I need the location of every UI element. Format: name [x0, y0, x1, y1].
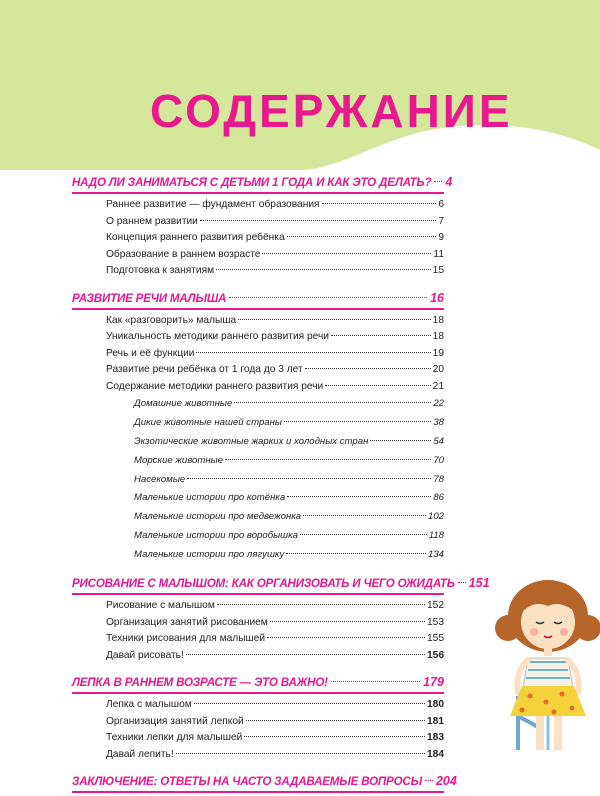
section-title: РИСОВАНИЕ С МАЛЫШОМ: КАК ОРГАНИЗОВАТЬ И ЧЕГО ОЖИДАТЬ — [72, 577, 455, 591]
item-title: Домашние животные — [134, 398, 233, 409]
item-page: 7 — [438, 215, 444, 227]
toc-item[interactable] — [72, 379, 444, 396]
girl-illustration — [478, 578, 600, 750]
item-page: 183 — [427, 732, 444, 744]
dot-leader — [194, 703, 425, 704]
dot-leader — [176, 753, 425, 754]
item-title: Развитие речи ребёнка от 1 года до 3 лет — [106, 364, 303, 375]
dot-leader — [217, 604, 425, 605]
toc-item[interactable] — [72, 313, 444, 330]
section-title: НАДО ЛИ ЗАНИМАТЬСЯ С ДЕТЬМИ 1 ГОДА И КАК ЭТО ДЕЛАТЬ? — [72, 176, 432, 189]
item-page: 18 — [432, 331, 444, 342]
dot-leader — [425, 780, 433, 781]
item-page: 20 — [432, 364, 444, 375]
dot-leader — [270, 621, 425, 622]
toc-section[interactable] — [72, 172, 453, 192]
item-title: Лепка с малышом — [106, 699, 192, 711]
dot-leader — [458, 582, 466, 583]
section-title: ЛЕПКА В РАННЕМ ВОЗРАСТЕ — ЭТО ВАЖНО! — [72, 676, 328, 690]
dot-leader — [238, 319, 430, 320]
dot-leader — [300, 534, 427, 535]
item-page: 180 — [427, 699, 444, 711]
dot-leader — [186, 654, 425, 655]
toc-subitem[interactable] — [72, 414, 444, 433]
item-title: Техники рисования для малышей — [106, 633, 266, 645]
item-title: Речь и её функции — [106, 347, 195, 359]
toc-item[interactable] — [72, 615, 444, 632]
section-page: 16 — [430, 290, 444, 305]
item-title: Маленькие истории про котёнка — [134, 492, 286, 504]
item-page: 134 — [427, 549, 444, 561]
dot-leader — [287, 236, 437, 237]
section-page: 204 — [435, 774, 457, 789]
toc-subitem[interactable] — [72, 433, 444, 452]
toc-item[interactable] — [72, 230, 444, 247]
toc-item[interactable] — [72, 263, 444, 280]
toc-subitem[interactable] — [72, 489, 444, 508]
toc-section[interactable] — [72, 288, 444, 308]
toc-subitem[interactable] — [72, 546, 444, 565]
dot-leader — [246, 720, 425, 721]
dot-leader — [331, 681, 420, 682]
item-page: 118 — [428, 530, 444, 542]
page-title: СОДЕРЖАНИЕ — [150, 85, 513, 137]
dot-leader — [286, 553, 426, 554]
item-title: Содержание методики раннего развития речи — [106, 380, 324, 392]
dot-leader — [200, 220, 436, 221]
dot-leader — [196, 352, 430, 353]
item-page: 15 — [432, 265, 444, 276]
item-title: Рисование с малышом — [106, 600, 215, 612]
item-title: Дикие животные нашей страны — [134, 416, 282, 428]
item-title: Давай лепить! — [106, 748, 174, 760]
item-title: Образование в раннем возрасте — [106, 248, 261, 260]
toc-subitem[interactable] — [72, 527, 444, 546]
item-page: 22 — [433, 398, 444, 409]
item-title: О раннем развитии — [106, 215, 198, 227]
dot-leader — [434, 181, 442, 182]
toc-item[interactable] — [72, 197, 444, 214]
item-page: 19 — [432, 347, 444, 359]
item-page: 54 — [433, 435, 444, 447]
toc-item[interactable] — [72, 631, 444, 648]
dot-leader — [325, 385, 430, 386]
dot-leader — [287, 496, 431, 497]
toc-section[interactable] — [72, 573, 490, 593]
dot-leader — [305, 368, 431, 369]
toc-item[interactable] — [72, 329, 444, 346]
item-page: 156 — [427, 649, 444, 661]
dot-leader — [229, 297, 427, 298]
toc-item[interactable] — [72, 346, 444, 363]
item-title: Маленькие истории про медвежонка — [134, 511, 302, 523]
item-page: 9 — [438, 232, 444, 243]
item-page: 6 — [438, 199, 444, 210]
section-page: 151 — [468, 576, 490, 591]
dot-leader — [244, 736, 425, 737]
item-page: 78 — [433, 473, 444, 485]
item-page: 184 — [427, 748, 444, 760]
item-page: 155 — [427, 633, 444, 645]
item-page: 102 — [427, 511, 444, 523]
item-page: 181 — [427, 715, 444, 727]
section-title: РАЗВИТИЕ РЕЧИ МАЛЫША — [72, 291, 227, 305]
dot-leader — [187, 478, 431, 479]
toc-item[interactable] — [72, 714, 444, 731]
toc-subitem[interactable] — [72, 395, 444, 414]
item-title: Экзотические животные жарких и холодных стран — [134, 435, 369, 447]
dot-leader — [284, 421, 431, 422]
toc-item[interactable] — [72, 730, 444, 747]
dot-leader — [234, 402, 431, 403]
item-page: 38 — [433, 416, 444, 428]
toc-section[interactable] — [72, 672, 444, 692]
item-page: 153 — [427, 616, 444, 628]
item-title: Как «разговорить» малыша — [106, 314, 237, 326]
toc-subitem[interactable] — [72, 452, 444, 471]
item-page: 21 — [432, 380, 444, 392]
item-page: 152 — [427, 600, 444, 612]
item-title: Техники лепки для малышей — [106, 732, 243, 744]
toc-section[interactable] — [72, 771, 457, 791]
dot-leader — [322, 203, 437, 204]
item-title: Уникальность методики раннего развития речи — [106, 331, 329, 342]
toc-item[interactable] — [72, 697, 444, 714]
item-title: Морские животные — [134, 454, 224, 466]
section-title: ЗАКЛЮЧЕНИЕ: ОТВЕТЫ НА ЧАСТО ЗАДАВАЕМЫЕ ВОПРОСЫ — [72, 775, 422, 789]
toc-item[interactable] — [72, 214, 444, 231]
dot-leader — [216, 269, 431, 270]
item-title: Организация занятий лепкой — [106, 715, 244, 727]
item-page: 86 — [433, 492, 444, 504]
item-title: Маленькие истории про воробышка — [134, 530, 298, 542]
dot-leader — [370, 440, 431, 441]
table-of-contents — [72, 172, 490, 796]
item-page: 18 — [432, 314, 444, 326]
item-page: 11 — [433, 248, 444, 260]
item-page: 70 — [433, 454, 444, 466]
dot-leader — [331, 335, 431, 336]
item-title: Давай рисовать! — [106, 649, 184, 661]
toc-item[interactable] — [72, 362, 444, 379]
toc-subitem[interactable] — [72, 508, 444, 527]
section-page: 4 — [445, 175, 453, 189]
item-title: Маленькие истории про лягушку — [134, 549, 285, 561]
section-page: 179 — [423, 675, 444, 690]
toc-item[interactable] — [72, 598, 444, 615]
dot-leader — [262, 253, 431, 254]
dot-leader — [267, 637, 425, 638]
dot-leader — [303, 515, 426, 516]
dot-leader — [225, 459, 431, 460]
item-title: Насекомые — [134, 473, 186, 485]
item-title: Организация занятий рисованием — [106, 616, 268, 628]
toc-item[interactable] — [72, 648, 444, 665]
item-title: Подготовка к занятиям — [106, 265, 215, 276]
toc-subitem[interactable] — [72, 471, 444, 490]
toc-item[interactable] — [72, 247, 444, 264]
toc-item[interactable] — [72, 747, 444, 764]
item-title: Концепция раннего развития ребёнка — [106, 232, 285, 243]
item-title: Раннее развитие — фундамент образования — [106, 199, 320, 210]
